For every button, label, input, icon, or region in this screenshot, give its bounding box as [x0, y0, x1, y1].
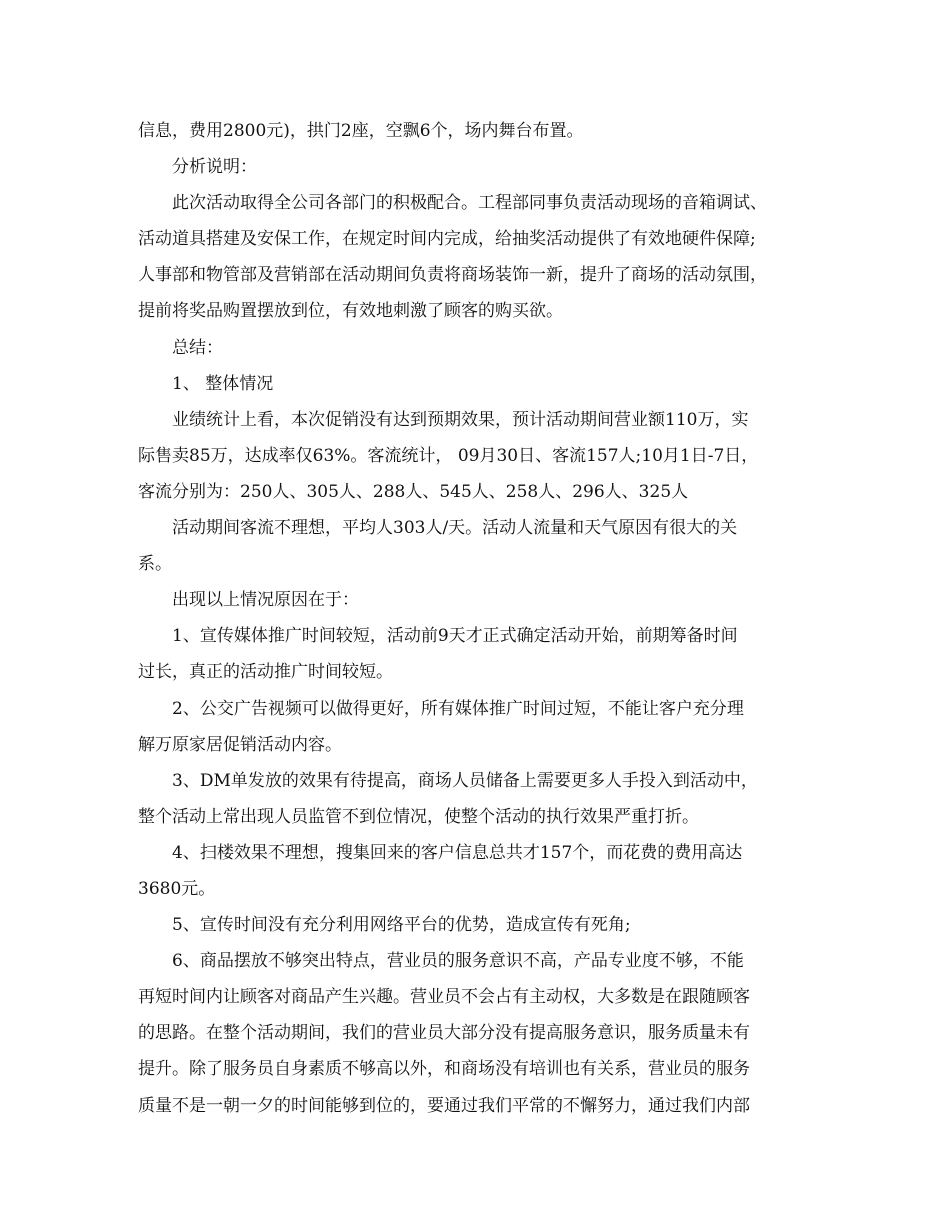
document-page: [138, 113, 816, 1124]
text-line: 系。: [138, 554, 172, 575]
text-line: 分析说明：: [172, 157, 257, 178]
document-paragraph: [138, 582, 816, 618]
text-line: 信息，费用2800元)，拱门2座，空飘6个，场内舞台布置。: [138, 121, 584, 141]
text-line: 业绩统计上看，本次促销没有达到预期效果，预计活动期间营业额110万，实: [172, 409, 749, 430]
text-line: 过长，真正的活动推广时间较短。: [138, 662, 393, 683]
text-line: 此次活动取得全公司各部门的积极配合。工程部同事负责活动现场的音箱调试、: [172, 193, 767, 214]
text-line: 质量不是一朝一夕的时间能够到位的，要通过我们平常的不懈努力，通过我们内部: [138, 1095, 750, 1116]
text-line: 总结：: [172, 337, 223, 358]
document-paragraph: [138, 907, 816, 943]
text-line: 解万原家居促销活动内容。: [138, 734, 342, 755]
text-line: 6、商品摆放不够突出特点，营业员的服务意识不高，产品专业度不够，不能: [172, 951, 744, 972]
text-line: 再短时间内让顾客对商品产生兴趣。营业员不会占有主动权，大多数是在跟随顾客: [138, 987, 750, 1008]
text-line: 的思路。在整个活动期间，我们的营业员大部分没有提高服务意识，服务质量未有: [138, 1023, 750, 1044]
document-paragraph: [138, 366, 816, 402]
text-line: 人事部和物管部及营销部在活动期间负责将商场装饰一新，提升了商场的活动氛围，: [138, 265, 767, 286]
text-line: 5、宣传时间没有充分利用网络平台的优势，造成宣传有死角;: [172, 915, 631, 936]
document-paragraph: [138, 691, 816, 763]
text-line: 3、DM单发放的效果有待提高，商场人员储备上需要更多人手投入到活动中，: [172, 770, 758, 791]
text-line: 2、公交广告视频可以做得更好，所有媒体推广时间过短，不能让客户充分理: [172, 698, 744, 719]
document-paragraph: [138, 330, 816, 366]
text-line: 客流分别为：250人、305人、288人、545人、258人、296人、325人: [138, 481, 689, 502]
document-paragraph: [138, 618, 816, 690]
document-paragraph: [138, 763, 816, 835]
document-paragraph: [138, 402, 816, 510]
document-paragraph: [138, 185, 816, 329]
text-line: 提前将奖品购置摆放到位，有效地刺激了顾客的购买欲。: [138, 301, 563, 322]
text-line: 整个活动上常出现人员监管不到位情况，使整个活动的执行效果严重打折。: [138, 806, 699, 827]
document-paragraph: [138, 943, 816, 1123]
text-line: 3680元。: [138, 878, 216, 899]
text-line: 出现以上情况原因在于：: [172, 590, 359, 611]
document-paragraph: [138, 149, 816, 185]
document-paragraph: [138, 113, 816, 149]
document-paragraph: [138, 510, 816, 582]
document-paragraph: [138, 835, 816, 907]
text-line: 活动道具搭建及安保工作，在规定时间内完成，给抽奖活动提供了有效地硬件保障;: [138, 229, 756, 250]
text-line: 4、扫楼效果不理想，搜集回来的客户信息总共才157个，而花费的费用高达: [172, 842, 743, 863]
text-line: 提升。除了服务员自身素质不够高以外，和商场没有培训也有关系，营业员的服务: [138, 1059, 750, 1080]
text-line: 际售卖85万，达成率仅63%。客流统计， 09月30日、客流157人;10月1日-7日，: [138, 445, 759, 466]
text-line: 活动期间客流不理想，平均人303人/天。活动人流量和天气原因有很大的关: [172, 518, 738, 539]
text-line: 1、 整体情况: [172, 373, 274, 394]
text-line: 1、宣传媒体推广时间较短，活动前9天才正式确定活动开始，前期筹备时间: [172, 626, 738, 647]
